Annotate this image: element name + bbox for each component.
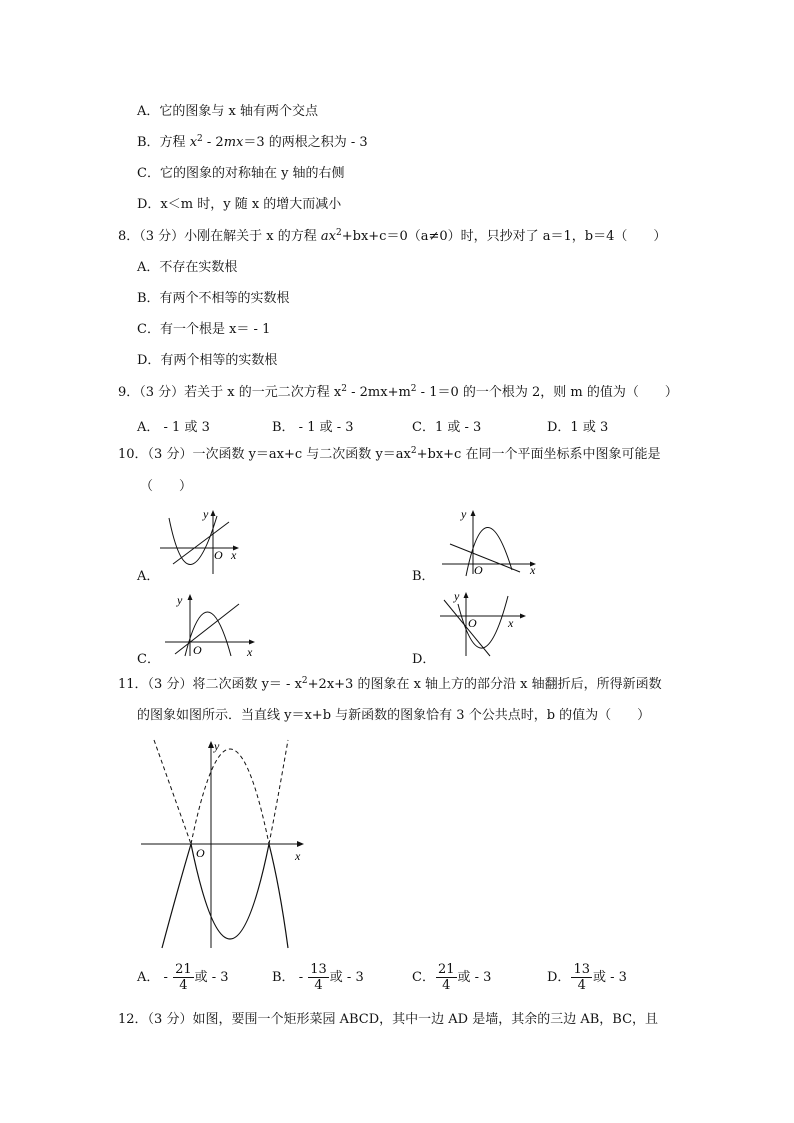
q7-option-b: B．方程 $x^2 - 2mx=3$ 的两根之积为 - 3 bbox=[137, 134, 368, 150]
graph-b-y-label: y bbox=[461, 507, 467, 521]
q10-graph-b bbox=[440, 502, 545, 578]
graph-a-origin: O bbox=[214, 548, 223, 562]
q10-label-a: A． bbox=[137, 569, 160, 584]
graph-c-y-label: y bbox=[177, 593, 183, 607]
graph-c-x-label: x bbox=[247, 645, 253, 659]
q10-stem: 10．（3 分）一次函数 y＝ax+c 与二次函数 $y=ax^2+bx+c$ 在同一个平面坐标系中图象可能是 bbox=[118, 446, 661, 462]
q11-graph-origin: O bbox=[196, 846, 205, 860]
q10-answer-paren: （ ） bbox=[140, 479, 193, 494]
graph-a-y-label: y bbox=[203, 507, 209, 521]
q11-graph-x-label: x bbox=[295, 849, 301, 863]
q7-option-d: D．x＜m 时，y 随 x 的增大而减小 bbox=[137, 197, 342, 212]
q10-label-b: B． bbox=[412, 569, 435, 584]
q9-stem: 9．（3 分）若关于 x 的一元二次方程 $x^2 - 2mx+m^2 - 1=0$ 的一个根为 2，则 m 的值为（ ） bbox=[118, 384, 678, 400]
graph-b-origin: O bbox=[474, 563, 483, 577]
q11-stem-line2: 的图象如图所示．当直线 y＝x+b 与新函数的图象恰有 3 个公共点时，b 的值为（ ） bbox=[137, 708, 651, 723]
graph-c-origin: O bbox=[193, 643, 202, 657]
q8-option-b: B．有两个不相等的实数根 bbox=[137, 291, 290, 306]
q12-stem: 12．（3 分）如图，要围一个矩形菜园 ABCD，其中一边 AD 是墙，其余的三边 AB，BC，且 bbox=[118, 1012, 659, 1027]
graph-a-x-label: x bbox=[231, 548, 237, 562]
q11-option-b: B． - $\frac{13}{4}$ 或 - 3 bbox=[272, 962, 364, 993]
q7-option-a: A．它的图象与 x 轴有两个交点 bbox=[137, 104, 318, 119]
q11-graph-y-label: y bbox=[214, 739, 220, 753]
q8-stem: 8．（3 分）小刚在解关于 x 的方程 $ax^2+bx+c=0(a\ne 0)$时，只抄对了 a＝1，b＝4（ ） bbox=[118, 228, 667, 244]
q10-graph-d bbox=[438, 586, 538, 660]
graph-b-x-label: x bbox=[530, 563, 536, 577]
q8-option-d: D．有两个相等的实数根 bbox=[137, 353, 278, 368]
q10-graph-a bbox=[155, 502, 245, 578]
q8-option-c: C．有一个根是 x＝ - 1 bbox=[137, 322, 271, 337]
q7-option-c: C．它的图象的对称轴在 y 轴的右侧 bbox=[137, 166, 345, 181]
q8-option-a: A．不存在实数根 bbox=[137, 260, 238, 275]
q10-label-d: D． bbox=[412, 652, 436, 667]
q11-stem-line1: 11．（3 分）将二次函数 $y= - x^2+2x+3$ 的图象在 x 轴上方的部分沿 x 轴翻折后，所得新函数 bbox=[118, 676, 662, 692]
q9-option-b: B． - 1 或 - 3 bbox=[272, 420, 354, 435]
q11-option-a: A． - $\frac{21}{4}$ 或 - 3 bbox=[137, 962, 229, 993]
graph-d-origin: O bbox=[468, 616, 477, 630]
q9-option-a: A． - 1 或 3 bbox=[137, 420, 210, 435]
q11-option-c: C． $\frac{21}{4}$ 或 - 3 bbox=[412, 962, 492, 993]
graph-d-y-label: y bbox=[454, 589, 460, 603]
q10-label-c: C． bbox=[137, 652, 160, 667]
q9-option-d: D．1 或 3 bbox=[547, 420, 609, 435]
graph-d-x-label: x bbox=[508, 616, 514, 630]
q9-option-c: C．1 或 - 3 bbox=[412, 420, 482, 435]
q11-option-d: D． $\frac{13}{4}$ 或 - 3 bbox=[547, 962, 627, 993]
q11-graph bbox=[138, 738, 318, 950]
q10-graph-c bbox=[163, 588, 263, 660]
